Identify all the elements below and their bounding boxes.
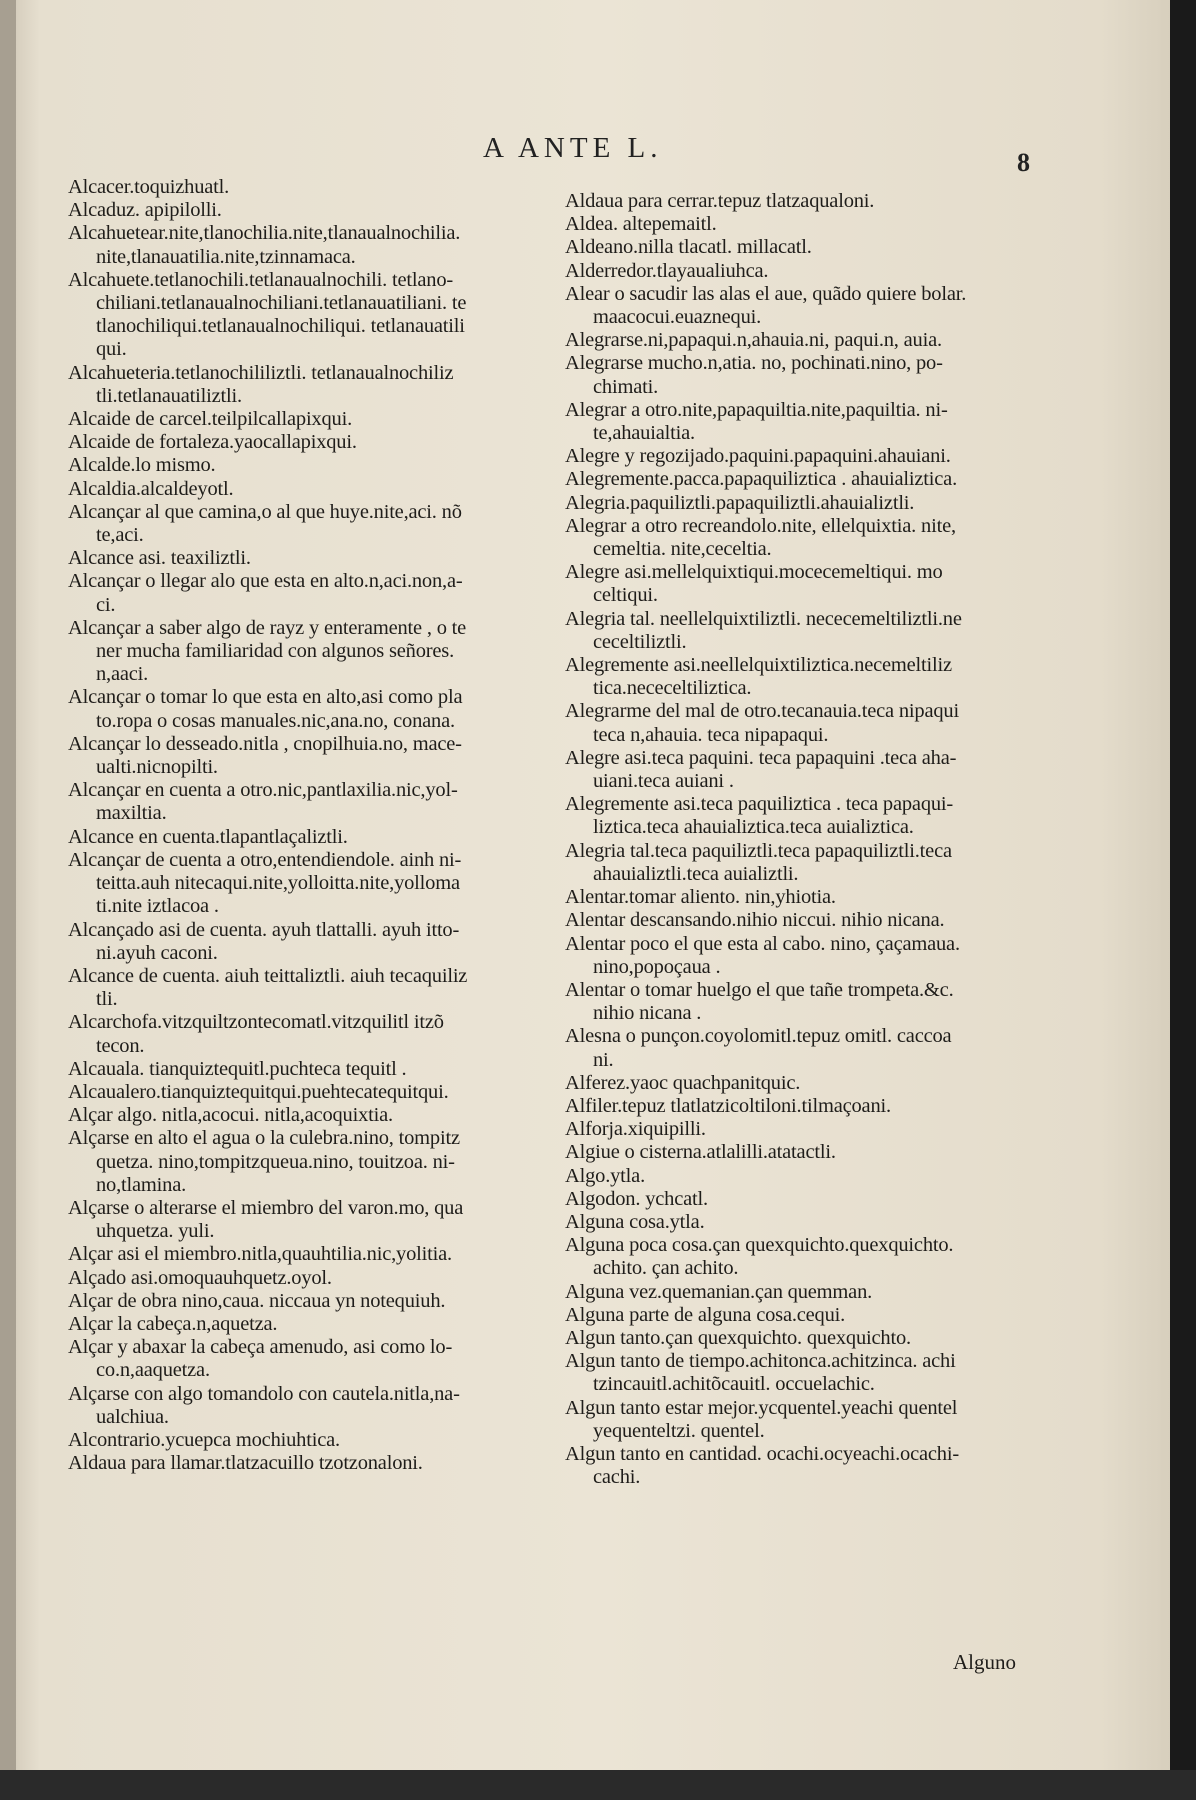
entry-headline: Alcahuetear.nite,tlanochilia.nite,tlanaualnochilia. bbox=[68, 222, 461, 245]
dictionary-entry bbox=[68, 1290, 546, 1313]
running-header: A ANTE L. bbox=[483, 132, 663, 164]
dictionary-entry bbox=[68, 1243, 546, 1266]
entry-headline: Alegrarse mucho.n,atia. no, pochinati.nino, po- bbox=[565, 352, 943, 375]
entry-headline: Alcançar o tomar lo que esta en alto,asi como pla bbox=[68, 686, 463, 709]
entry-headline: Alçar y abaxar la cabeça amenudo, asi como lo- bbox=[68, 1336, 453, 1359]
entry-headline: Alegrar a otro.nite,papaquiltia.nite,paquiltia. ni- bbox=[565, 398, 948, 421]
entry-continuation: liztica.teca ahauializtica.teca auializtica. bbox=[593, 816, 914, 839]
entry-continuation: ahauializtli.teca auializtli. bbox=[593, 862, 799, 885]
entry-continuation: uiani.teca auiani . bbox=[593, 770, 734, 793]
entry-continuation: quetza. nino,tompitzqueua.nino, touitzoa. ni- bbox=[96, 1150, 455, 1173]
entry-headline: Alcançar lo desseado.nitla , cnopilhuia.no, mace- bbox=[68, 732, 462, 755]
entry-headline: Alentar o tomar huelgo el que tañe trompeta.&c. bbox=[565, 978, 954, 1001]
entry-headline: Alegre asi.mellelquixtiqui.mocecemeltiqui. mo bbox=[565, 561, 943, 584]
entry-headline: Alcahuete.tetlanochili.tetlanaualnochili. tetlano- bbox=[68, 268, 454, 291]
dictionary-entry bbox=[565, 886, 1035, 909]
entry-headline: Alcance de cuenta. aiuh teittaliztli. aiuh tecaquiliz bbox=[68, 964, 468, 987]
dictionary-entry bbox=[565, 1234, 1035, 1280]
entry-headline: Alegremente asi.neellelquixtiliztica.necemeltiliz bbox=[565, 654, 952, 677]
dictionary-entry bbox=[565, 445, 1035, 468]
dictionary-entry bbox=[565, 840, 1035, 886]
entry-continuation: nihio nicana . bbox=[593, 1002, 702, 1025]
entry-headline: Alçar algo. nitla,acocui. nitla,acoquixtia. bbox=[68, 1104, 393, 1127]
entry-headline: Aldaua para cerrar.tepuz tlatzaqualoni. bbox=[565, 190, 875, 212]
dictionary-entry bbox=[565, 190, 1035, 213]
entry-headline: Alcançado asi de cuenta. ayuh tlattalli. ayuh itto- bbox=[68, 918, 460, 941]
dictionary-entry bbox=[68, 1127, 546, 1197]
entry-headline: Alegremente asi.teca paquiliztica . teca papaqui- bbox=[565, 793, 954, 816]
dictionary-entry bbox=[565, 1350, 1035, 1396]
catchword: Alguno bbox=[953, 1650, 1016, 1674]
dictionary-entry bbox=[68, 269, 546, 362]
entry-headline: Alcauala. tianquiztequitl.puchteca tequitl . bbox=[68, 1057, 407, 1080]
entry-headline: Alcançar o llegar alo que esta en alto.n,aci.non,a- bbox=[68, 570, 463, 593]
entry-headline: Alcançar al que camina,o al que huye.nite,aci. nõ bbox=[68, 500, 462, 523]
dictionary-entry bbox=[565, 515, 1035, 561]
entry-headline: Alçarse en alto el agua o la culebra.nino, tompitz bbox=[68, 1127, 460, 1150]
dictionary-entry bbox=[565, 1095, 1035, 1118]
entry-headline: Algiue o cisterna.atlalilli.atatactli. bbox=[565, 1141, 836, 1164]
entry-headline: Alcaduz. apipilolli. bbox=[68, 199, 222, 222]
dictionary-entry bbox=[565, 1304, 1035, 1327]
entry-continuation: tecon. bbox=[96, 1034, 145, 1057]
entry-headline: Alçarse o alterarse el miembro del varon.mo, qua bbox=[68, 1196, 464, 1219]
dictionary-entry bbox=[565, 1281, 1035, 1304]
entry-headline: Aldaua para llamar.tlatzacuillo tzotzonaloni. bbox=[68, 1452, 423, 1475]
entry-continuation: teitta.auh nitecaqui.nite,yolloitta.nite,yolloma bbox=[96, 872, 460, 895]
entry-headline: Aldea. altepemaitl. bbox=[565, 213, 717, 236]
entry-continuation: te,ahauialtia. bbox=[593, 422, 695, 445]
entry-headline: Alentar.tomar aliento. nin,yhiotia. bbox=[565, 886, 836, 909]
entry-continuation: ceceltiliztli. bbox=[593, 630, 687, 653]
dictionary-entry bbox=[565, 1141, 1035, 1164]
entry-headline: Algun tanto en cantidad. ocachi.ocyeachi.ocachi- bbox=[565, 1442, 959, 1465]
dictionary-entry bbox=[68, 1011, 546, 1057]
entry-continuation: ner mucha familiaridad con algunos señores. bbox=[96, 640, 454, 663]
entry-headline: Alguna poca cosa.çan quexquichto.quexquichto. bbox=[565, 1234, 954, 1257]
dictionary-entry bbox=[565, 1165, 1035, 1188]
entry-continuation: tica.nececeltiliztica. bbox=[593, 677, 752, 700]
entry-continuation: celtiqui. bbox=[593, 584, 658, 607]
entry-continuation: qui. bbox=[96, 338, 127, 361]
entry-headline: Alforja.xiquipilli. bbox=[565, 1118, 706, 1141]
entry-headline: Algun tanto de tiempo.achitonca.achitzinca. achi bbox=[565, 1350, 956, 1373]
entry-headline: Alcaide de carcel.teilpilcallapixqui. bbox=[68, 408, 353, 431]
dictionary-entry bbox=[68, 1313, 546, 1336]
entry-continuation: chiliani.tetlanaualnochiliani.tetlanauatiliani. te bbox=[96, 292, 467, 315]
entry-headline: Alfiler.tepuz tlatlatzicoltiloni.tilmaçoani. bbox=[565, 1094, 891, 1117]
dictionary-entry bbox=[68, 686, 546, 732]
dictionary-entry bbox=[565, 654, 1035, 700]
dictionary-entry bbox=[565, 1188, 1035, 1211]
entry-headline: Alferez.yaoc quachpanitquic. bbox=[565, 1071, 801, 1094]
dictionary-entry bbox=[68, 1081, 546, 1104]
entry-continuation: yequenteltzi. quentel. bbox=[593, 1419, 765, 1442]
entry-continuation: uhquetza. yuli. bbox=[96, 1220, 215, 1243]
entry-continuation: ni. bbox=[593, 1048, 614, 1071]
entry-continuation: maacocui.euaznequi. bbox=[593, 306, 762, 329]
dictionary-entry bbox=[68, 826, 546, 849]
dictionary-entry bbox=[68, 222, 546, 268]
entry-continuation: n,aaci. bbox=[96, 663, 149, 686]
dictionary-entry bbox=[68, 1104, 546, 1127]
entry-headline: Alcance asi. teaxiliztli. bbox=[68, 547, 251, 570]
dictionary-entry bbox=[565, 236, 1035, 259]
entry-continuation: ci. bbox=[96, 593, 116, 616]
entry-headline: Alguna vez.quemanian.çan quemman. bbox=[565, 1280, 873, 1303]
dictionary-entry bbox=[565, 561, 1035, 607]
entry-continuation: cachi. bbox=[593, 1466, 641, 1489]
dictionary-entry bbox=[565, 283, 1035, 329]
entry-headline: Alcance en cuenta.tlapantlaçaliztli. bbox=[68, 825, 348, 848]
entry-headline: Alguna parte de alguna cosa.cequi. bbox=[565, 1303, 846, 1326]
dictionary-entry bbox=[565, 492, 1035, 515]
left-column bbox=[68, 176, 546, 1475]
dictionary-entry bbox=[565, 1443, 1035, 1489]
entry-headline: Aldeano.nilla tlacatl. millacatl. bbox=[565, 236, 812, 259]
dictionary-entry bbox=[68, 362, 546, 408]
entry-headline: Alçar de obra nino,caua. niccaua yn notequiuh. bbox=[68, 1289, 446, 1312]
entry-headline: Alear o sacudir las alas el aue, quãdo quiere bolar. bbox=[565, 282, 967, 305]
entry-continuation: cemeltia. nite,ceceltia. bbox=[593, 538, 772, 561]
entry-headline: Alcontrario.ycuepca mochiuhtica. bbox=[68, 1428, 340, 1451]
dictionary-entry bbox=[565, 608, 1035, 654]
dictionary-entry bbox=[565, 352, 1035, 398]
dictionary-entry bbox=[68, 733, 546, 779]
entry-continuation: co.n,aaquetza. bbox=[96, 1359, 210, 1382]
dictionary-entry bbox=[68, 1197, 546, 1243]
dictionary-entry bbox=[565, 213, 1035, 236]
entry-headline: Alcacer.toquizhuatl. bbox=[68, 176, 230, 198]
entry-continuation: tzincauitl.achitõcauitl. occuelachic. bbox=[593, 1373, 875, 1396]
entry-continuation: no,tlamina. bbox=[96, 1173, 187, 1196]
entry-headline: Alcançar en cuenta a otro.nic,pantlaxilia.nic,yol- bbox=[68, 779, 458, 802]
entry-headline: Alçado asi.omoquauhquetz.oyol. bbox=[68, 1266, 332, 1289]
dictionary-entry bbox=[68, 454, 546, 477]
entry-continuation: ni.ayuh caconi. bbox=[96, 941, 218, 964]
entry-headline: Alentar poco el que esta al cabo. nino, çaçamaua. bbox=[565, 932, 960, 955]
dictionary-entry bbox=[565, 747, 1035, 793]
dictionary-entry bbox=[565, 260, 1035, 283]
entry-headline: Alegria.paquiliztli.papaquiliztli.ahauializtli. bbox=[565, 491, 915, 514]
entry-headline: Alderredor.tlayaualiuhca. bbox=[565, 259, 769, 282]
dictionary-entry bbox=[68, 1452, 546, 1475]
entry-headline: Alegrar a otro recreandolo.nite, ellelquixtia. nite, bbox=[565, 514, 956, 537]
entry-continuation: maxiltia. bbox=[96, 802, 167, 825]
dictionary-entry bbox=[565, 1072, 1035, 1095]
entry-headline: Alcahueteria.tetlanochililiztli. tetlanaualnochiliz bbox=[68, 361, 454, 384]
entry-continuation: tlanochiliqui.tetlanaualnochiliqui. tetlanauatili bbox=[96, 315, 465, 338]
dictionary-entry bbox=[68, 1267, 546, 1290]
dictionary-entry bbox=[565, 933, 1035, 979]
right-column bbox=[565, 190, 1035, 1489]
entry-headline: Alçarse con algo tomandolo con cautela.nitla,na- bbox=[68, 1382, 460, 1405]
scan-background bbox=[0, 1770, 1196, 1800]
entry-headline: Alcaide de fortaleza.yaocallapixqui. bbox=[68, 431, 357, 454]
entry-headline: Alcançar a saber algo de rayz y enteramente , o te bbox=[68, 616, 467, 639]
dictionary-entry bbox=[68, 547, 546, 570]
dictionary-entry bbox=[565, 1211, 1035, 1234]
entry-headline: Alcarchofa.vitzquiltzontecomatl.vitzquilitl itzõ bbox=[68, 1011, 444, 1034]
dictionary-entry bbox=[565, 793, 1035, 839]
entry-headline: Alegrarme del mal de otro.tecanauia.teca nipaqui bbox=[565, 700, 959, 723]
entry-headline: Alegria tal.teca paquiliztli.teca papaquiliztli.teca bbox=[565, 839, 952, 862]
entry-continuation: teca n,ahauia. teca nipapaqui. bbox=[593, 723, 829, 746]
dictionary-entry bbox=[68, 176, 546, 199]
entry-continuation: nite,tlanauatilia.nite,tzinnamaca. bbox=[96, 245, 356, 268]
entry-continuation: ualchiua. bbox=[96, 1405, 169, 1428]
entry-continuation: ualti.nicnopilti. bbox=[96, 756, 218, 779]
entry-continuation: to.ropa o cosas manuales.nic,ana.no, conana. bbox=[96, 709, 455, 732]
entry-headline: Alegremente.pacca.papaquiliztica . ahauializtica. bbox=[565, 468, 958, 491]
dictionary-entry bbox=[68, 570, 546, 616]
dictionary-entry bbox=[68, 1058, 546, 1081]
dictionary-entry bbox=[565, 979, 1035, 1025]
dictionary-entry bbox=[68, 617, 546, 687]
entry-headline: Alegria tal. neellelquixtiliztli. nececemeltiliztli.ne bbox=[565, 607, 962, 630]
dictionary-entry bbox=[68, 779, 546, 825]
entry-continuation: achito. çan achito. bbox=[593, 1257, 739, 1280]
dictionary-entry bbox=[565, 399, 1035, 445]
dictionary-entry bbox=[68, 199, 546, 222]
entry-headline: Alesna o punçon.coyolomitl.tepuz omitl. caccoa bbox=[565, 1025, 952, 1048]
entry-continuation: ti.nite iztlacoa . bbox=[96, 895, 219, 918]
dictionary-entry bbox=[68, 1383, 546, 1429]
entry-headline: Alcaualero.tianquiztequitqui.puehtecatequitqui. bbox=[68, 1080, 449, 1103]
dictionary-entry bbox=[68, 431, 546, 454]
entry-headline: Alcalde.lo mismo. bbox=[68, 454, 216, 477]
dictionary-entry bbox=[565, 909, 1035, 932]
entry-continuation: te,aci. bbox=[96, 524, 144, 547]
entry-headline: Algodon. ychcatl. bbox=[565, 1187, 708, 1210]
entry-continuation: chimati. bbox=[593, 375, 659, 398]
entry-continuation: tli. bbox=[96, 988, 118, 1011]
entry-headline: Alcaldia.alcaldeyotl. bbox=[68, 477, 234, 500]
dictionary-entry bbox=[565, 1118, 1035, 1141]
dictionary-entry bbox=[565, 1327, 1035, 1350]
entry-continuation: tli.tetlanauatiliztli. bbox=[96, 384, 242, 407]
dictionary-entry bbox=[68, 478, 546, 501]
entry-headline: Algun tanto estar mejor.ycquentel.yeachi quentel bbox=[565, 1396, 958, 1419]
dictionary-entry bbox=[68, 501, 546, 547]
entry-headline: Alegre asi.teca paquini. teca papaquini .teca aha- bbox=[565, 746, 957, 769]
dictionary-entry bbox=[68, 1336, 546, 1382]
dictionary-entry bbox=[68, 849, 546, 919]
dictionary-entry bbox=[68, 1429, 546, 1452]
entry-headline: Alegre y regozijado.paquini.papaquini.ahauiani. bbox=[565, 445, 951, 468]
entry-headline: Algun tanto.çan quexquichto. quexquichto. bbox=[565, 1326, 911, 1349]
dictionary-entry bbox=[565, 1397, 1035, 1443]
entry-headline: Algo.ytla. bbox=[565, 1164, 645, 1187]
entry-headline: Alentar descansando.nihio niccui. nihio nicana. bbox=[565, 909, 945, 932]
entry-headline: Alcançar de cuenta a otro,entendiendole. ainh ni- bbox=[68, 848, 462, 871]
dictionary-entry bbox=[68, 408, 546, 431]
entry-headline: Alçar la cabeça.n,aquetza. bbox=[68, 1312, 278, 1335]
dictionary-entry bbox=[565, 1025, 1035, 1071]
previous-page-edge bbox=[0, 0, 16, 1800]
entry-headline: Alçar asi el miembro.nitla,quauhtilia.nic,yolitia. bbox=[68, 1243, 452, 1266]
folio-number: 8 bbox=[1017, 148, 1030, 177]
dictionary-entry bbox=[565, 700, 1035, 746]
dictionary-entry bbox=[68, 965, 546, 1011]
entry-headline: Alegrarse.ni,papaqui.n,ahauia.ni, paqui.n, auia. bbox=[565, 329, 942, 352]
dictionary-entry bbox=[68, 919, 546, 965]
dictionary-entry bbox=[565, 329, 1035, 352]
entry-continuation: nino,popoçaua . bbox=[593, 955, 721, 978]
entry-headline: Alguna cosa.ytla. bbox=[565, 1210, 705, 1233]
dictionary-entry bbox=[565, 468, 1035, 491]
